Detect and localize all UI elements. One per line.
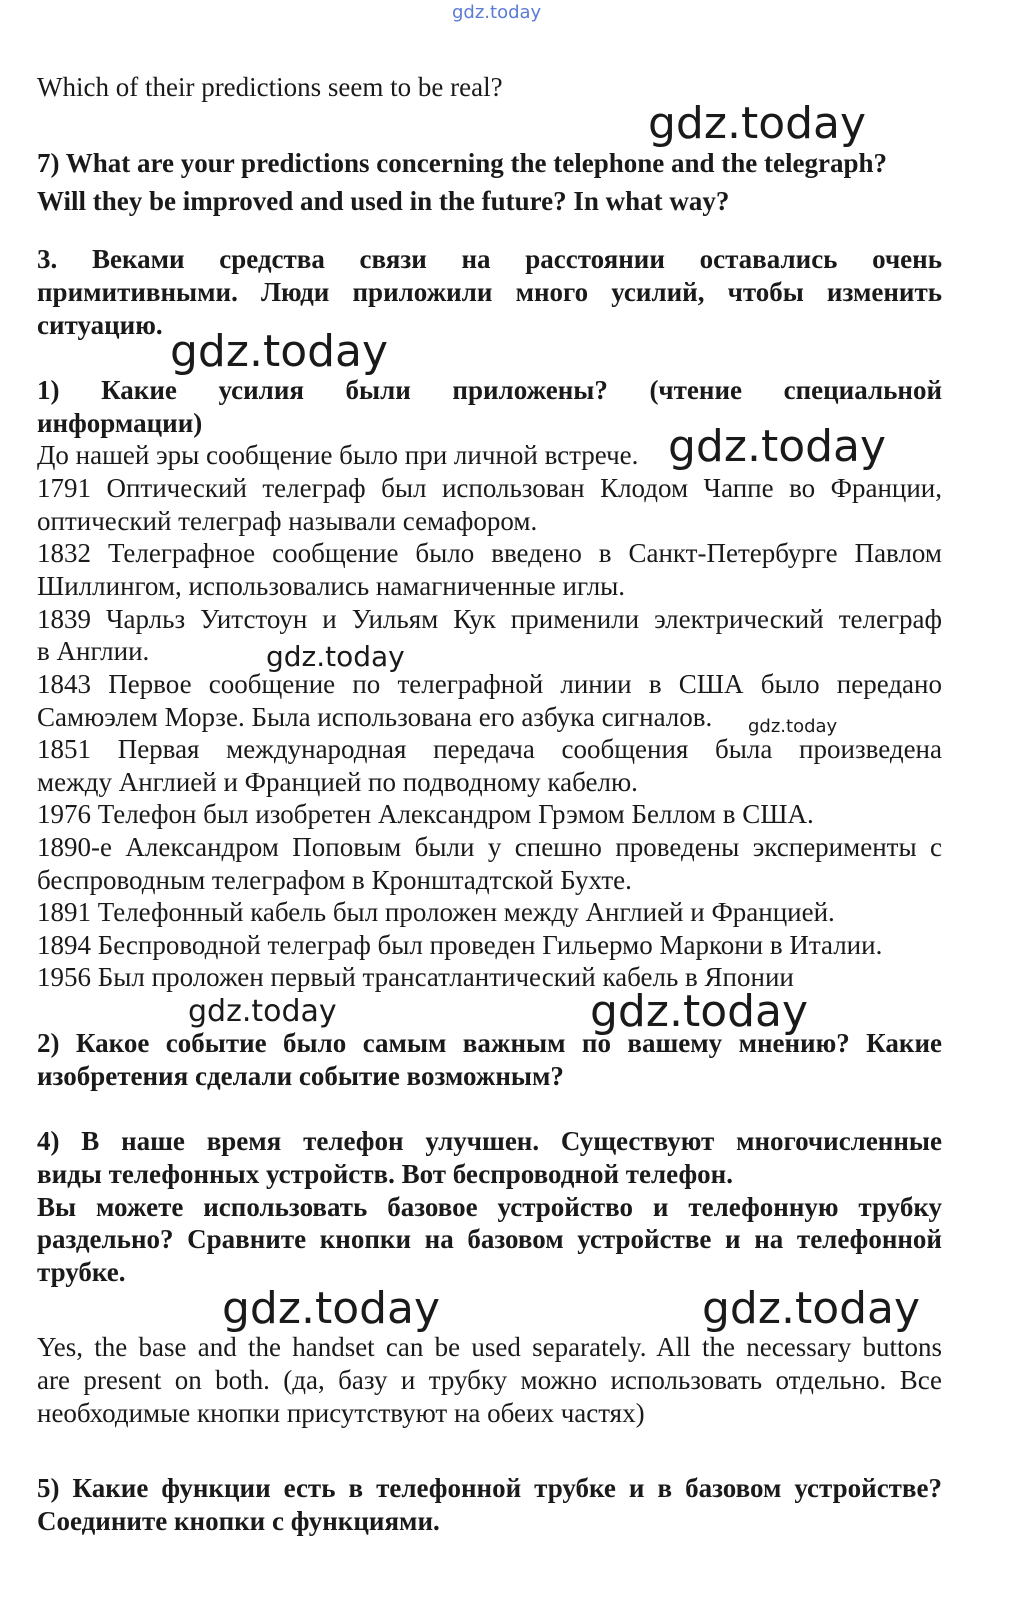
timeline-entry-cont: беспроводным телеграфом в Кронштадтской Бухте. bbox=[37, 865, 632, 895]
question-2-end: изобретения сделали событие возможным? bbox=[37, 1061, 564, 1091]
task-3-heading-end: ситуацию. bbox=[37, 310, 163, 340]
watermark: gdz.today bbox=[222, 1283, 441, 1334]
watermark: gdz.today bbox=[748, 716, 838, 737]
question-2: 2) Какое событие было самым важным по вашему мнению? Какие bbox=[37, 1028, 942, 1058]
timeline-entry: 1843 Первое сообщение по телеграфной линии в США было передано bbox=[37, 669, 942, 699]
timeline-entry-cont: в Англии. bbox=[37, 636, 150, 666]
question-4-cont: Вы можете использовать базовое устройство и телефонную трубку bbox=[37, 1192, 942, 1222]
question-1: 1) Какие усилия были приложены? (чтение специальной bbox=[37, 375, 942, 405]
timeline-entry: 1851 Первая международная передача сообщения была произведена bbox=[37, 734, 942, 764]
question-text: Which of their predictions seem to be real? bbox=[37, 72, 503, 102]
question-7-cont: Will they be improved and used in the future? In what way? bbox=[37, 186, 730, 216]
watermark-top: gdz.today bbox=[452, 2, 542, 23]
question-4-cont: раздельно? Сравните кнопки на базовом устройстве и на телефонной bbox=[37, 1224, 942, 1254]
question-4: 4) В наше время телефон улучшен. Существуют многочисленные bbox=[37, 1126, 942, 1156]
question-4-cont: виды телефонных устройств. Вот беспроводной телефон. bbox=[37, 1159, 733, 1189]
question-5-end: Соедините кнопки с функциями. bbox=[37, 1506, 440, 1536]
question-1-end: информации) bbox=[37, 408, 203, 438]
watermark: gdz.today bbox=[188, 994, 337, 1029]
watermark: gdz.today bbox=[668, 421, 887, 472]
question-5: 5) Какие функции есть в телефонной трубке и в базовом устройстве? bbox=[37, 1473, 942, 1503]
answer-line: Yes, the base and the handset can be used separately. All the necessary buttons bbox=[37, 1332, 942, 1362]
timeline-entry-cont: оптический телеграф называли семафором. bbox=[37, 506, 538, 536]
task-3-heading: 3. Веками средства связи на расстоянии оставались очень bbox=[37, 244, 942, 274]
timeline-entry: 1891 Телефонный кабель был проложен между Англией и Францией. bbox=[37, 897, 835, 927]
timeline-entry: 1890-е Александром Поповым были у спешно проведены эксперименты с bbox=[37, 832, 942, 862]
timeline-entry-cont: Самюэлем Морзе. Была использована его азбука сигналов. bbox=[37, 702, 713, 732]
timeline-entry-cont: Шиллингом, использовались намагниченные иглы. bbox=[37, 571, 626, 601]
answer-line: До нашей эры сообщение было при личной встрече. bbox=[37, 440, 639, 470]
timeline-entry: 1791 Оптический телеграф был использован Клодом Чаппе во Франции, bbox=[37, 473, 942, 503]
answer-line-end: необходимые кнопки присутствуют на обеих частях) bbox=[37, 1398, 645, 1428]
watermark: gdz.today bbox=[702, 1283, 921, 1334]
timeline-entry: 1976 Телефон был изобретен Александром Грэмом Беллом в США. bbox=[37, 799, 814, 829]
answer-line-cont: are present on both. (да, базу и трубку можно использовать отдельно. Все bbox=[37, 1365, 942, 1395]
watermark: gdz.today bbox=[648, 98, 867, 149]
timeline-entry: 1894 Беспроводной телеграф был проведен Гильермо Маркони в Италии. bbox=[37, 930, 883, 960]
question-7: 7) What are your predictions concerning the telephone and the telegraph? bbox=[37, 148, 887, 178]
timeline-entry: 1832 Телеграфное сообщение было введено в Санкт-Петербурге Павлом bbox=[37, 538, 942, 568]
timeline-entry: 1839 Чарльз Уитстоун и Уильям Кук применили электрический телеграф bbox=[37, 604, 942, 634]
task-3-heading-cont: примитивными. Люди приложили много усилий, чтобы изменить bbox=[37, 277, 942, 307]
timeline-entry-cont: между Англией и Францией по подводному кабелю. bbox=[37, 767, 638, 797]
watermark: gdz.today bbox=[170, 326, 389, 377]
question-4-end: трубке. bbox=[37, 1257, 126, 1287]
watermark: gdz.today bbox=[590, 986, 809, 1037]
watermark: gdz.today bbox=[266, 640, 405, 673]
timeline-entry: 1956 Был проложен первый трансатлантический кабель в Японии bbox=[37, 962, 794, 992]
